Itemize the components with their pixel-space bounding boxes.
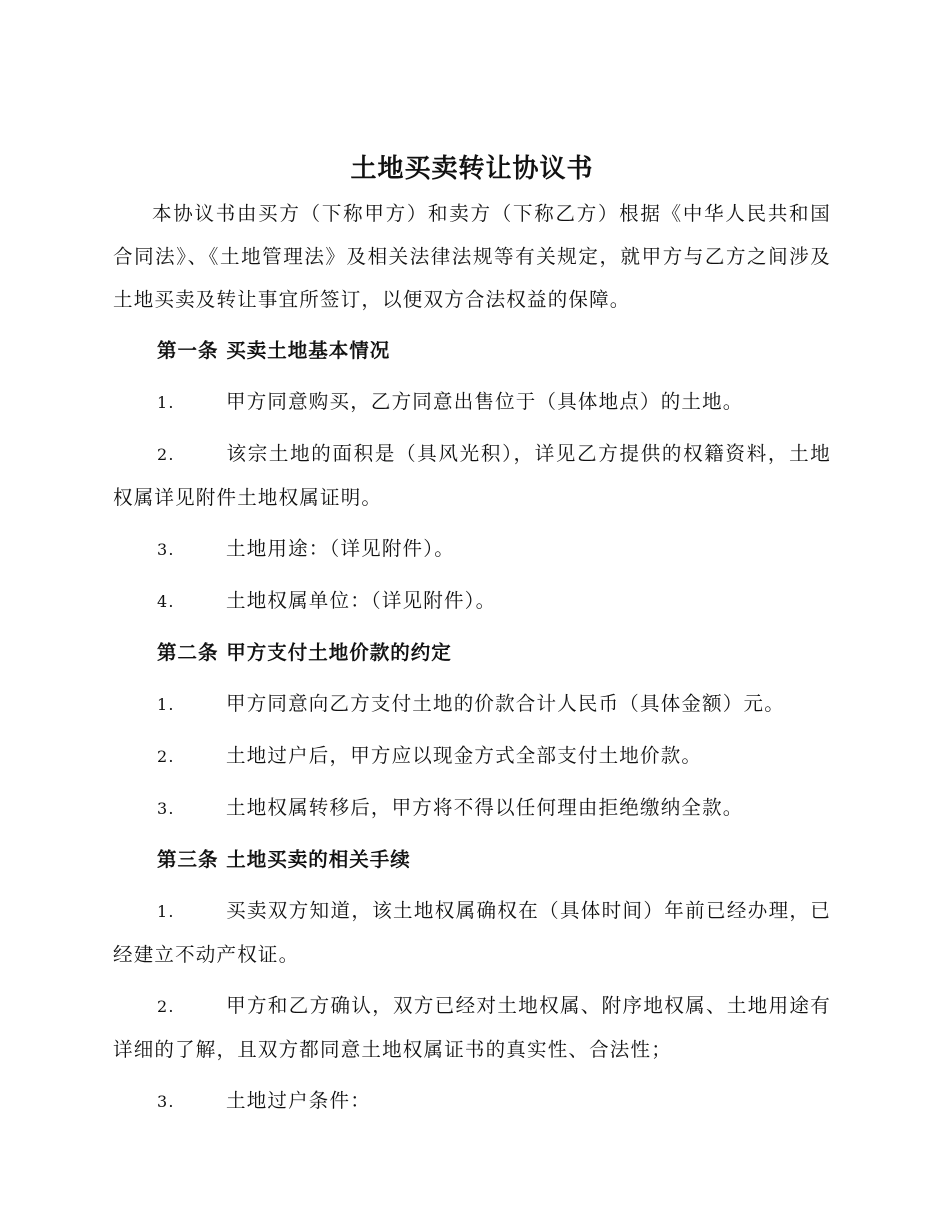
list-item — [113, 579, 831, 623]
item-text: 甲方同意购买，乙方同意出售位于（具体地点）的土地。 — [226, 390, 744, 413]
list-item — [113, 1079, 831, 1123]
section-heading-1: 第一条 买卖土地基本情况 — [157, 339, 391, 362]
list-item — [113, 734, 831, 778]
item-text: 土地过户后，甲方应以现金方式全部支付土地价款。 — [226, 744, 703, 767]
list-item — [113, 889, 831, 976]
intro-paragraph: 本协议书由买方（下称甲方）和卖方（下称乙方）根据《中华人民共和国合同法》、《土地管理法》及相关法律法规等有关规定，就甲方与乙方之间涉及土地买卖及转让事宜所签订，以便双方合法权益的保障。 — [113, 202, 831, 311]
list-item — [113, 527, 831, 571]
list-item — [113, 682, 831, 726]
list-item — [113, 380, 831, 424]
item-text: 该宗土地的面积是（具风光积），详见乙方提供的权籍资料，土地权属详见附件土地权属证明。 — [113, 442, 831, 509]
list-item — [113, 984, 831, 1071]
item-number: 2. — [157, 445, 175, 464]
item-number: 1. — [157, 695, 175, 714]
item-text: 土地过户条件： — [226, 1089, 371, 1112]
document-title: 土地买卖转让协议书 — [350, 154, 594, 184]
item-text: 甲方同意向乙方支付土地的价款合计人民币（具体金额）元。 — [226, 692, 785, 715]
item-text: 买卖双方知道，该土地权属确权在（具体时间）年前已经办理，已经建立不动产权证。 — [113, 899, 831, 966]
item-text: 土地权属单位：（详见附件）。 — [226, 589, 497, 612]
item-number: 2. — [157, 997, 175, 1016]
list-item — [113, 786, 831, 830]
item-text: 土地用途：（详见附件）。 — [226, 537, 455, 560]
section-heading-2: 第二条 甲方支付土地价款的约定 — [157, 641, 452, 664]
item-number: 3. — [157, 799, 175, 818]
item-number: 4. — [157, 592, 175, 611]
item-number: 1. — [157, 393, 175, 412]
item-number: 2. — [157, 747, 175, 766]
document-page — [113, 152, 831, 1131]
item-text: 甲方和乙方确认，双方已经对土地权属、附序地权属、土地用途有详细的了解，且双方都同意土地权属证书的真实性、合法性； — [113, 994, 831, 1061]
item-number: 3. — [157, 1092, 175, 1111]
section-heading-3: 第三条 土地买卖的相关手续 — [157, 848, 411, 871]
item-number: 1. — [157, 902, 175, 921]
item-number: 3. — [157, 540, 175, 559]
list-item — [113, 432, 831, 519]
item-text: 土地权属转移后，甲方将不得以任何理由拒绝缴纳全款。 — [226, 796, 744, 819]
